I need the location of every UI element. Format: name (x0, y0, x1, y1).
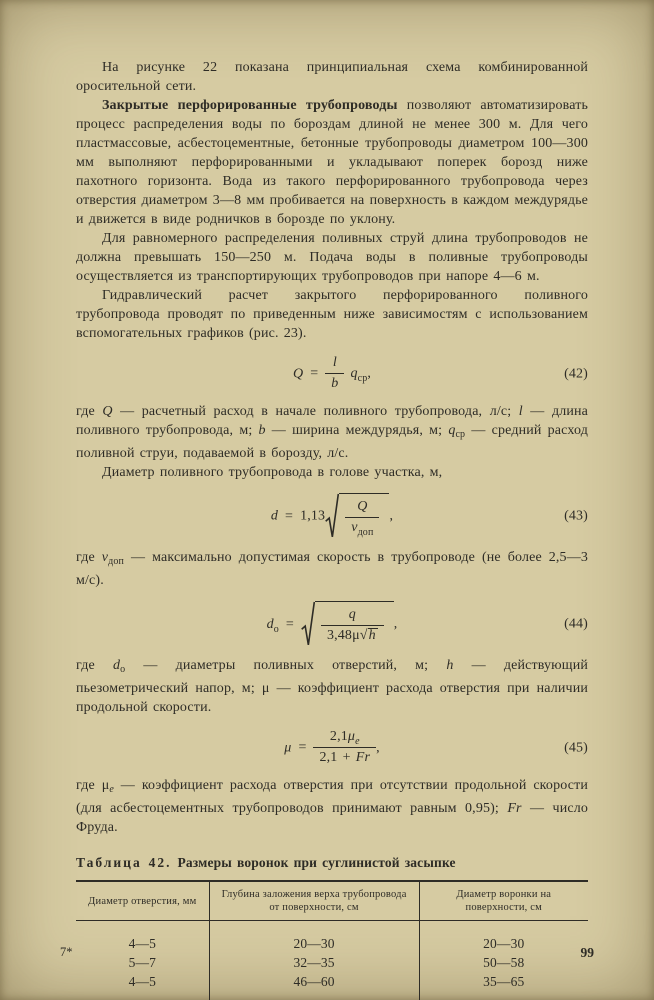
formula-45-body: μ = $\frac{2,1\mu_е}{2,1 + Fr}$ , (284, 729, 380, 765)
paragraph-where-45: где $\mu_е$ — коэффициент расхода отверстия при отсутствии продольной скорости (для асбестоцементных трубопроводов принимают равным 0,95); Fr — число Фруда. (76, 778, 588, 835)
equals-sign: = (298, 740, 307, 755)
equation-number: (43) (564, 508, 588, 524)
table-cell: 46—60 (209, 972, 419, 1000)
formula-43 (76, 493, 588, 539)
table-row (76, 921, 588, 954)
paragraph-where-44: где $d_о$ — диаметры поливных отверстий, м; h — действующий пьезометрический напор, м; μ — коэффициент расхода отверстия при наличии продольной скорости. (76, 658, 588, 715)
signature-mark: 7* (60, 945, 73, 959)
fraction: $\frac{l}{b}$ (325, 354, 344, 393)
formula-tail: $q_{ср}$, (350, 366, 372, 384)
fraction: $\frac{q}{3,48\mu√h}$ (321, 606, 384, 645)
square-root (301, 601, 394, 647)
square-root (325, 493, 389, 539)
table-cell: 35—65 (419, 972, 588, 1000)
paragraph-where-43: где $v_{доп}$ — максимально допустимая скорость в трубопроводе (не более 2,5—3 м/с). (76, 550, 588, 588)
fraction: $\frac{2,1\mu_е}{2,1 + Fr}$ (313, 728, 376, 767)
table-row (76, 953, 588, 972)
formula-lhs: d (270, 508, 279, 524)
page-number: 99 (580, 945, 594, 960)
equals-sign: = (285, 616, 294, 632)
formula-44 (76, 601, 588, 647)
table-cell: 32—35 (209, 953, 419, 972)
paragraph-where-42: где Q — расчетный расход в начале поливного трубопровода, л/с; l — длина поливного трубопровода, м; b — ширина междурядья, м; $q_{ср}$ — средний расход поливной струи, подаваемой в борозду, л/с. (76, 404, 588, 461)
col-header-funnel-diameter: Диаметр воронки на поверхности, см (419, 881, 588, 921)
equation-number: (45) (564, 740, 588, 755)
table-cell: 4—5 (128, 936, 157, 951)
formula-44-body: $d_о$ = $\frac{q}{3,48\mu√h}$ , (267, 616, 398, 631)
paragraph-diameter: Диаметр поливного трубопровода в голове участка, м, (102, 465, 443, 480)
equation-number: (44) (564, 616, 588, 632)
fraction: $\frac{Q}{v_{доп}}$ (345, 498, 379, 537)
table-header-row (76, 881, 588, 921)
equation-number: (42) (564, 366, 588, 381)
radical-icon (325, 493, 339, 539)
formula-lhs: μ (284, 740, 292, 755)
inner-square-root: √h (359, 628, 376, 643)
table-cell: 5—7 (128, 955, 157, 970)
formula-42 (76, 354, 588, 393)
equals-sign: = (285, 508, 294, 524)
paragraph-intro: На рисунке 22 показана принципиальная схема комбинированной оросительной сети. (76, 60, 588, 94)
radical-icon (301, 601, 315, 647)
formula-43-body: d = 1,13 $\frac{Q}{v_{доп}}$ , (271, 508, 393, 523)
equals-sign: = (310, 366, 319, 381)
funnel-sizes-table (76, 880, 588, 1000)
table-cell: 20—30 (209, 921, 419, 954)
table-caption-label: Таблица 42. (76, 855, 172, 870)
table-caption (76, 853, 588, 872)
radicand (315, 601, 394, 647)
table-caption-text: Размеры воронок при суглинистой засыпке (177, 855, 456, 870)
table-cell: 4—5 (128, 974, 157, 989)
col-header-hole-diameter: Диаметр отверстия, мм (76, 881, 209, 921)
formula-lhs: Q (292, 366, 304, 381)
formula-42-body (292, 355, 372, 391)
page-content (76, 58, 588, 1000)
table-cell: 50—58 (419, 953, 588, 972)
paragraph-distribution: Для равномерного распределения поливных струй длина трубопроводов не должна превышать 150—250 м. Подача воды в поливные трубопроводы осуществляется из транспортирующих трубопроводов при напоре 4—6 м. (76, 231, 588, 284)
col-header-laying-depth: Глубина заложения верха трубопровода от поверхности, см (209, 881, 419, 921)
table-row (76, 972, 588, 1000)
paragraph-perforated-pipes: Закрытые перфорированные трубопроводы позволяют автоматизировать процесс распределения воды по бороздам длиной не менее 300 м. Для чего пластмассовые, асбестоцементные, бетонные трубопроводы диаметром 100—300 мм выполняют перфорированными и укладывают поперек борозд ниже пахотного горизонта. Вода из такого перфорированного трубопровода через отверстия диаметром 3—8 мм пробивается на поверхность в каждом междурядье и движется в виде родничков в борозде по уклону. (76, 98, 588, 227)
coefficient: 1,13 (300, 508, 326, 524)
table-cell: 20—30 (419, 921, 588, 954)
formula-lhs: $d_о$ (266, 616, 279, 635)
paragraph-hydraulic-calc: Гидравлический расчет закрытого перфорированного поливного трубопровода проводят по приведенным ниже зависимостям с использованием вспомогательных графиков (рис. 23). (76, 288, 588, 341)
formula-45 (76, 728, 588, 767)
radicand (339, 493, 389, 539)
